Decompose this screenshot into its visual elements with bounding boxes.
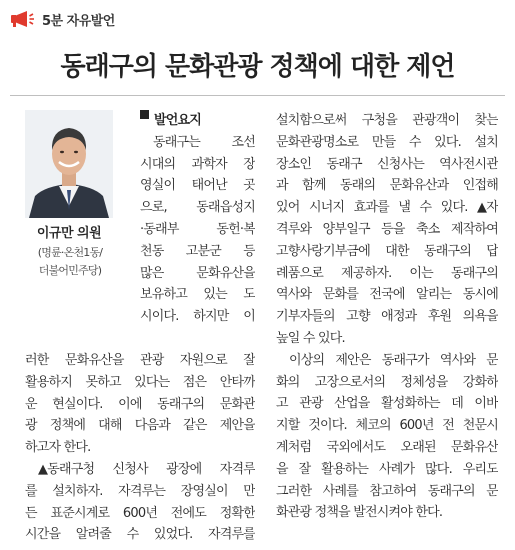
word: 관광객이 (412, 113, 460, 128)
word: 후원 (427, 309, 452, 325)
word: 그러한 (276, 483, 312, 499)
word: 과 (276, 178, 288, 194)
word: 고장으로서의 (314, 374, 386, 390)
word: 전국에 (369, 287, 405, 303)
article-line (276, 154, 498, 176)
word: 이바 (474, 396, 498, 412)
word: 태어난 (191, 178, 227, 194)
word: 정체성을 (400, 374, 448, 390)
word: 천동 (140, 243, 164, 259)
word: 대해 (98, 418, 122, 434)
portrait-image (25, 110, 113, 218)
word: 이는 (409, 265, 433, 281)
article-line: 하고자 한다. (25, 440, 91, 456)
article-line (276, 306, 498, 328)
word: 장소인 (276, 156, 312, 172)
word: 정책에 (49, 418, 86, 434)
article-subhead (140, 110, 255, 132)
article-line (140, 132, 255, 154)
word: 보유하고 (140, 287, 188, 303)
word: 고 (276, 396, 288, 412)
word: 사례가 (378, 461, 415, 477)
word: 광장에 (166, 461, 202, 477)
article-line (25, 372, 255, 394)
article-line (276, 415, 498, 437)
word: 문화유산과 (389, 178, 449, 194)
word: 수 (408, 134, 421, 150)
word: 시이다. (140, 309, 179, 325)
word: 활용하는 (321, 461, 369, 477)
word: 조선 (231, 134, 255, 150)
word: ▲자 (477, 200, 498, 216)
article-column-right (276, 110, 498, 524)
word: ▲동래구청 (38, 461, 95, 477)
word: 자격루를 (207, 527, 255, 543)
word: 국외에서도 (326, 439, 386, 455)
word: 활성화하는 (380, 396, 440, 412)
word: 활용하지 (25, 374, 73, 390)
word: 장 (243, 156, 255, 172)
article-line (276, 132, 498, 154)
word: 관광 (139, 353, 164, 368)
article-lines (140, 132, 255, 328)
word: 동래구의 (157, 396, 205, 412)
word: 고향사랑기부금에 (276, 243, 371, 259)
word: 애정과 (381, 309, 417, 325)
article-line (140, 154, 255, 176)
word: 전에도 (170, 505, 207, 521)
word: 정확한 (219, 505, 255, 521)
word: 동시에 (462, 287, 498, 303)
word: 천문시 (462, 418, 498, 434)
word: 지할 (276, 418, 300, 434)
word: 계처럼 (276, 439, 312, 455)
word: 알리는 (416, 287, 452, 303)
word: 문화유산을 (196, 265, 255, 281)
article-line (276, 393, 498, 415)
word: 역사와 (276, 287, 312, 303)
headline-divider (10, 95, 505, 96)
word: 동래의 (339, 178, 376, 194)
word: 고향 (346, 309, 370, 325)
word: 문화관광명소로 (276, 134, 359, 150)
word: 수 (126, 527, 139, 543)
word: 이상의 (289, 352, 325, 368)
article-line (276, 481, 498, 503)
article-line (276, 197, 498, 219)
member-affiliation-line: 더불어민주당) (38, 264, 102, 277)
article-line (140, 175, 255, 197)
word: 같은 (183, 418, 207, 434)
word: 동래구의 (427, 483, 475, 499)
square-bullet-icon (140, 110, 149, 119)
word: 있다는 (134, 374, 170, 390)
word: 현실이다. (52, 396, 103, 412)
word: 답 (486, 243, 498, 259)
article-line (276, 241, 498, 263)
word: 를 (25, 483, 37, 499)
word: 시너지 (308, 200, 345, 216)
word: 많은 (140, 265, 164, 281)
word: 오래된 (400, 439, 436, 455)
word: 체코의 (355, 418, 391, 434)
word: 설치하자. (52, 483, 103, 499)
word: 제공하자. (341, 265, 392, 281)
word: 낼 (398, 200, 411, 216)
word: 동헌·복 (216, 221, 255, 237)
article-line (25, 459, 255, 481)
word: 영실이 (140, 178, 176, 194)
word: 있는 (203, 287, 227, 303)
member-photo (25, 110, 113, 218)
word: 잘 (243, 353, 255, 368)
word: 잘 (298, 461, 311, 477)
word: 600년 (122, 505, 158, 521)
word: 화의 (276, 374, 300, 390)
word: 역사와 (439, 352, 476, 368)
article-line (276, 350, 498, 372)
word: 문 (486, 483, 498, 499)
word: 역사전시관 (439, 156, 498, 172)
word: 찾는 (474, 113, 498, 128)
word: 동래구의 (450, 265, 498, 281)
word: 대한 (385, 243, 409, 259)
word: 곳 (243, 178, 255, 194)
word: 을 (276, 461, 288, 477)
word: 많다. (425, 461, 452, 477)
article-line (276, 110, 498, 132)
word: 격루와 (276, 221, 312, 237)
word: 신청사는 (376, 156, 424, 172)
word: 동래구 (326, 156, 362, 172)
word: 강화하 (462, 374, 498, 390)
word: 다음과 (134, 418, 171, 434)
word: 동래읍성지 (196, 200, 255, 216)
article-subhead-label: 발언요지 (154, 113, 202, 128)
article-line (140, 306, 255, 328)
word: 설치함으로써 (276, 113, 347, 128)
word: 자원으로 (179, 353, 227, 368)
word: 이 (243, 309, 255, 325)
word: 으로, (140, 200, 167, 216)
article-line (25, 394, 255, 416)
word: 문 (486, 352, 498, 368)
megaphone-icon (10, 10, 36, 28)
member-name: 이규만 의원 (36, 226, 102, 241)
word: 문화를 (322, 287, 358, 303)
word: 기부자들의 (276, 309, 335, 325)
word: 자격루는 (118, 483, 166, 499)
word: 사례를 (322, 483, 358, 499)
word: 있었다. (153, 527, 193, 543)
word: 문화관 (219, 396, 255, 412)
word: 제작하여 (450, 221, 498, 237)
section-tag (10, 8, 115, 30)
article-line (276, 437, 498, 459)
word: 못하고 (85, 374, 121, 390)
article-line (25, 350, 255, 372)
word: 동래구는 (153, 134, 201, 150)
word: 축소 (416, 221, 440, 237)
word: 효과를 (353, 200, 389, 216)
word: 구청을 (361, 113, 398, 128)
article-line (276, 284, 498, 306)
word: 고분군 (185, 243, 222, 259)
member-affiliation-line: (명륜·온천1동/ (37, 246, 103, 259)
word: 알려줄 (75, 527, 112, 543)
word: 문화유산 (450, 439, 498, 455)
word: 인접해 (462, 178, 498, 194)
article-line (140, 219, 255, 241)
member-affiliation (18, 244, 122, 280)
word: 례품으로 (276, 265, 324, 281)
word: 등을 (381, 221, 405, 237)
article-column-narrow (140, 110, 255, 328)
article-line: 화관광 정책을 발전시켜야 한다. (276, 505, 443, 521)
article-line (276, 175, 498, 197)
word: 만들 (371, 134, 396, 150)
article-line (276, 263, 498, 285)
article-line (25, 481, 255, 503)
word: 문화유산을 (64, 353, 124, 368)
article-line (25, 415, 255, 437)
word: 표준시계로 (50, 505, 110, 521)
word: 수 (419, 200, 432, 216)
article-line (276, 372, 498, 394)
word: 동래구의 (423, 243, 472, 259)
word: 점은 (182, 374, 207, 390)
word: 설치 (474, 134, 498, 150)
section-label: 5분 자유발언 (42, 13, 115, 29)
word: 과학자 (191, 156, 227, 172)
article-line (140, 263, 255, 285)
word: 제안을 (219, 418, 255, 434)
word: 동래구가 (381, 352, 429, 368)
word: 이에 (118, 396, 142, 412)
word: 우리도 (462, 461, 498, 477)
article-line (276, 219, 498, 241)
word: 등 (243, 243, 255, 259)
word: 함께 (302, 178, 326, 194)
word: 데 (451, 396, 463, 412)
word: 자격루 (219, 461, 255, 477)
word: 만 (243, 483, 255, 499)
word: 시대의 (140, 156, 176, 172)
word: 러한 (25, 353, 49, 368)
word: 전 (442, 418, 455, 434)
article-line (25, 503, 255, 525)
word: 신청사 (112, 461, 148, 477)
article-line (276, 459, 498, 481)
article-column-left (25, 350, 255, 546)
word: 양부일구 (322, 221, 370, 237)
headline: 동래구의 문화관광 정책에 대한 제언 (60, 52, 455, 82)
word: 장영실이 (180, 483, 228, 499)
article-line (140, 197, 255, 219)
article-line (140, 241, 255, 263)
word: 있어 (276, 200, 300, 216)
word: 하지만 (193, 309, 229, 325)
article-line (25, 524, 255, 546)
word: 있다. (434, 134, 461, 150)
word: 산업을 (334, 396, 370, 412)
word: 의욕을 (462, 309, 498, 325)
word: ·동래부 (140, 221, 179, 237)
word: 600년 (399, 418, 434, 434)
word: 든 (25, 505, 37, 521)
word: 것이다. (308, 418, 347, 434)
word: 제안은 (335, 352, 371, 368)
article-line (140, 284, 255, 306)
article-line: 높일 수 있다. (276, 330, 345, 346)
word: 운 (25, 396, 37, 412)
word: 관광 (299, 396, 323, 412)
word: 광 (25, 418, 37, 434)
word: 시간을 (25, 527, 61, 543)
word: 안타까 (219, 374, 255, 390)
word: 도 (243, 287, 255, 303)
word: 참고하여 (369, 483, 417, 499)
word: 있다. (440, 200, 468, 216)
